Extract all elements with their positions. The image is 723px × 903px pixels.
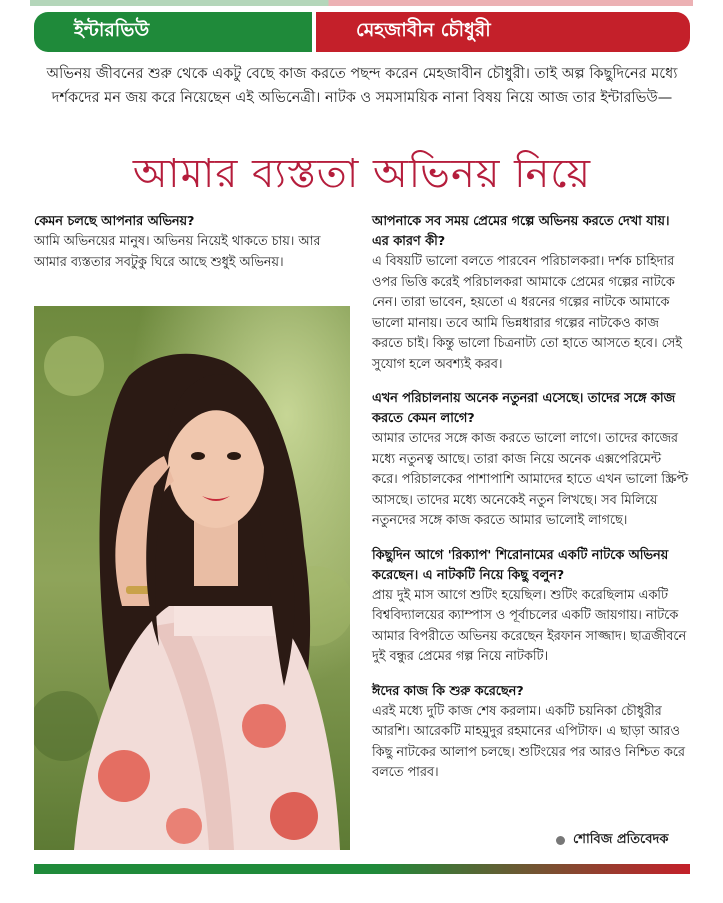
bottom-decor-bar <box>34 864 690 874</box>
answer-2: এ বিষয়টি ভালো বলতে পারবেন পরিচালকরা। দর্শক চাহিদার ওপর ভিত্তি করেই পরিচালকরা আমাকে প্রেমের গল্পের নাটকে নেন। তারা ভাবেন, হয়তো এ ধরনের গল্পের নাটকে আমাকে ভালো মানায়। তবে আমি ভিন্নধারার গল্পের নাটকেও কাজ করতে চাই। কিন্তু ভালো চিত্রনাট্য তো হাতে আসতে হবে। সেই সুযোগ হলে অবশ্যই করব। <box>372 254 682 372</box>
portrait-illustration <box>34 306 350 850</box>
section-header <box>34 12 690 52</box>
question-1: কেমন চলছে আপনার অভিনয়? <box>34 214 195 229</box>
interviewee-name: মেহজাবীন চৌধুরী <box>316 12 690 52</box>
question-3: এখন পরিচালনায় অনেক নতুনরা এসেছে। তাদের সঙ্গে কাজ করতে কেমন লাগে? <box>372 391 676 426</box>
question-5: ঈদের কাজ কি শুরু করেছেন? <box>372 683 524 699</box>
byline <box>556 830 668 851</box>
answer-1: আমি অভিনয়ের মানুষ। অভিনয় নিয়েই থাকতে চায়। আর আমার ব্যস্ততার সবটুকু ঘিরে আছে শুধুই অভিনয়। <box>34 234 321 270</box>
answer-5: এরই মধ্যে দুটি কাজ শেষ করলাম। একটি চয়নিকা চৌধুরীর আরশি। আরেকটি মাহমুদুর রহমানের এপিটাফ। এ ছাড়া আরও কিছু নাটকের আলাপ চলছে। শুটিংয়ের পর আরও নিশ্চিত করে বলতে পারব। <box>372 703 685 780</box>
intro-paragraph: অভিনয় জীবনের শুরু থেকে একটু বেছে কাজ করতে পছন্দ করেন মেহজাবীন চৌধুরী। তাই অল্প কিছুদিনের মধ্যে দর্শকদের মন জয় করে নিয়েছেন এই অভিনেত্রী। নাটক ও সমসাময়িক নানা বিষয় নিয়ে আজ তার ইন্টারভিউ— <box>46 66 678 106</box>
right-column <box>372 212 690 798</box>
answer-3: আমার তাদের সঙ্গে কাজ করতে ভালো লাগে। তাদের কাজের মধ্যে নতুনত্ব আছে। তারা কাজ নিয়ে অনেক এক্সপেরিমেন্ট করে। পরিচালকের পাশাপাশি আমাদের হাতে এখন ভালো স্ক্রিপ্ট আসছে। তাদের মধ্যে অনেকেই নতুন লিখছে। সব মিলিয়ে নতুনদের সঙ্গে কাজ করতে আমার ভালোই লাগছে। <box>372 431 689 528</box>
portrait-photo <box>34 306 350 850</box>
question-4: কিছুদিন আগে 'রিক্যাপ' শিরোনামের একটি নাটকে অভিনয় করেছেন। এ নাটকটি নিয়ে কিছু বলুন? <box>372 547 669 583</box>
top-decor-strip <box>30 0 693 6</box>
answer-4: প্রায় দুই মাস আগে শুটিং হয়েছিল। শুটিং করেছিলাম একটি বিশ্ববিদ্যালয়ের ক্যাম্পাস ও পূর্বাচলের একটি জায়গায়। নাটকে আমার বিপরীতে অভিনয় করেছেন ইরফান সাজ্জাদ। ছাত্রজীবনে দুই বন্ধুর প্রেমের গল্প নিয়ে নাটকটি। <box>372 587 687 664</box>
article-headline: আমার ব্যস্ততা অভিনয় নিয়ে <box>132 151 592 197</box>
bullet-icon <box>556 836 565 845</box>
byline-text: শোবিজ প্রতিবেদক <box>573 832 669 847</box>
left-column <box>34 212 352 287</box>
question-2: আপনাকে সব সময় প্রেমের গল্পে অভিনয় করতে দেখা যায়। এর কারণ কী? <box>372 214 670 249</box>
section-label: ইন্টারভিউ <box>34 12 312 52</box>
